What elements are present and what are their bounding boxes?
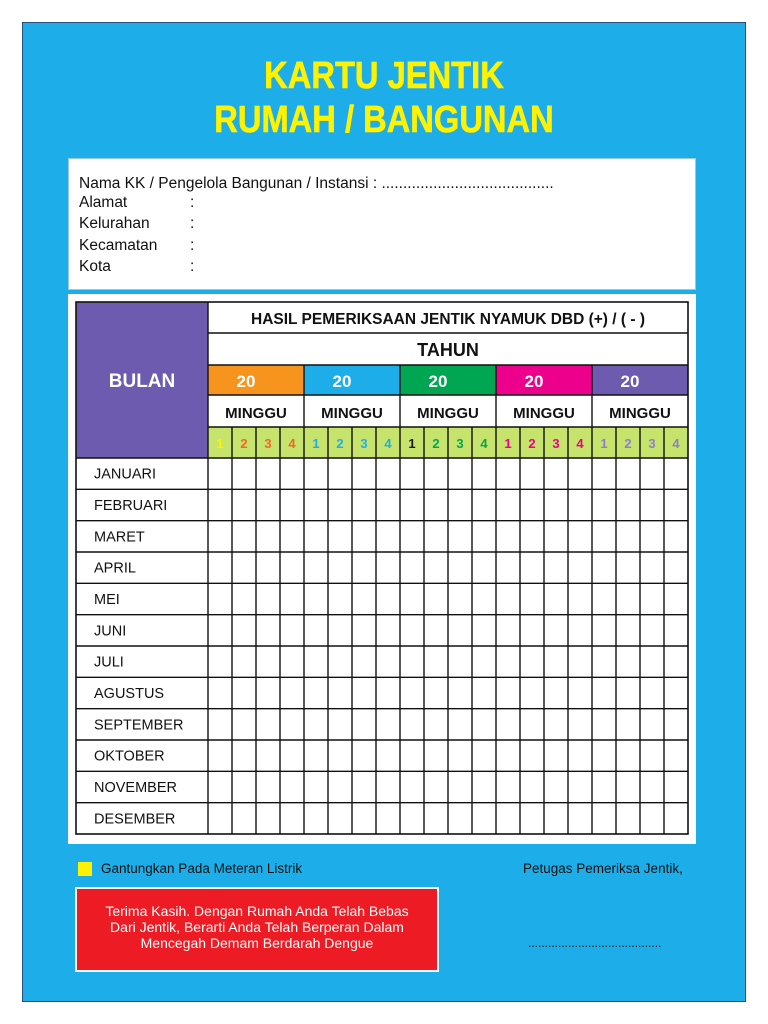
week-number-1-2: 2 [240,436,248,451]
month-label-3: MARET [94,529,145,546]
year-cell-1 [208,365,304,395]
minggu-label-1: MINGGU [225,405,287,422]
year-label-2: 20 [332,372,352,391]
week-number-3-1: 1 [408,436,416,451]
week-number-2-3: 3 [360,436,368,451]
month-label-2: FEBRUARI [94,498,168,514]
week-number-1-3: 3 [264,436,272,451]
year-label-3: 20 [428,372,448,391]
year-label-1: 20 [236,372,256,391]
week-number-4-3: 3 [552,436,560,451]
week-number-2-4: 4 [384,436,392,451]
alamat-colon: : [190,194,195,211]
kota-label: Kota [79,258,111,275]
week-number-1-1: 1 [216,436,224,451]
tahun-label: TAHUN [417,340,479,360]
month-label-6: JUNI [94,623,127,640]
message-line-2: Dari Jentik, Berarti Anda Telah Berperan Dalam [110,919,404,935]
signature-line: ........................................ [528,936,662,950]
week-number-2-2: 2 [336,436,344,451]
kelurahan-label: Kelurahan [79,215,150,232]
year-cell-4 [496,365,592,395]
month-label-5: MEI [94,592,120,608]
week-number-4-2: 2 [528,436,536,451]
month-label-8: AGUSTUS [94,686,165,702]
week-number-1-4: 4 [288,436,296,451]
month-label-1: JANUARI [94,466,157,483]
message-line-3: Mencegah Demam Berdarah Dengue [140,935,374,951]
bulan-label: BULAN [108,371,176,392]
card-title-line2: RUMAH / BANGUNAN [214,99,554,141]
inspector-label: Petugas Pemeriksa Jentik, [523,861,683,876]
hang-note: Gantungkan Pada Meteran Listrik [101,861,303,876]
month-label-7: JULI [94,654,124,671]
week-number-3-2: 2 [432,436,440,451]
month-label-4: APRIL [94,560,136,577]
thank-you-message [75,887,439,972]
minggu-label-3: MINGGU [417,405,479,422]
week-number-5-3: 3 [648,436,656,451]
minggu-label-5: MINGGU [609,405,671,422]
minggu-label-2: MINGGU [321,405,383,422]
kota-colon: : [190,258,195,275]
month-label-9: SEPTEMBER [94,717,184,734]
week-number-3-4: 4 [480,436,488,451]
owner-info-panel [68,158,696,290]
nama-kk-line: Nama KK / Pengelola Bangunan / Instansi : ........................................ [79,175,554,192]
year-label-5: 20 [620,372,640,391]
minggu-label-4: MINGGU [513,405,575,422]
kecamatan-label: Kecamatan [79,237,158,254]
week-number-5-2: 2 [624,436,632,451]
week-number-4-4: 4 [576,436,584,451]
alamat-label: Alamat [79,194,128,211]
week-number-5-4: 4 [672,436,680,451]
year-cell-3 [400,365,496,395]
kecamatan-colon: : [190,237,195,254]
year-cell-2 [304,365,400,395]
message-line-1: Terima Kasih. Dengan Rumah Anda Telah Bebas [105,903,409,919]
card-title-line1: KARTU JENTIK [264,55,504,97]
month-label-12: DESEMBER [94,811,176,828]
month-label-10: OKTOBER [94,748,165,765]
year-label-4: 20 [524,372,544,391]
week-number-4-1: 1 [504,436,512,451]
inspection-header: HASIL PEMERIKSAAN JENTIK NYAMUK DBD (+) / ( - ) [251,311,645,328]
month-label-11: NOVEMBER [94,780,177,796]
year-cell-5 [592,365,688,395]
week-number-5-1: 1 [600,436,608,451]
inspection-table [68,294,696,844]
inspection-table-panel [68,294,696,844]
note-square-icon [78,862,92,876]
kelurahan-colon: : [190,215,195,232]
week-number-2-1: 1 [312,436,320,451]
week-number-3-3: 3 [456,436,464,451]
